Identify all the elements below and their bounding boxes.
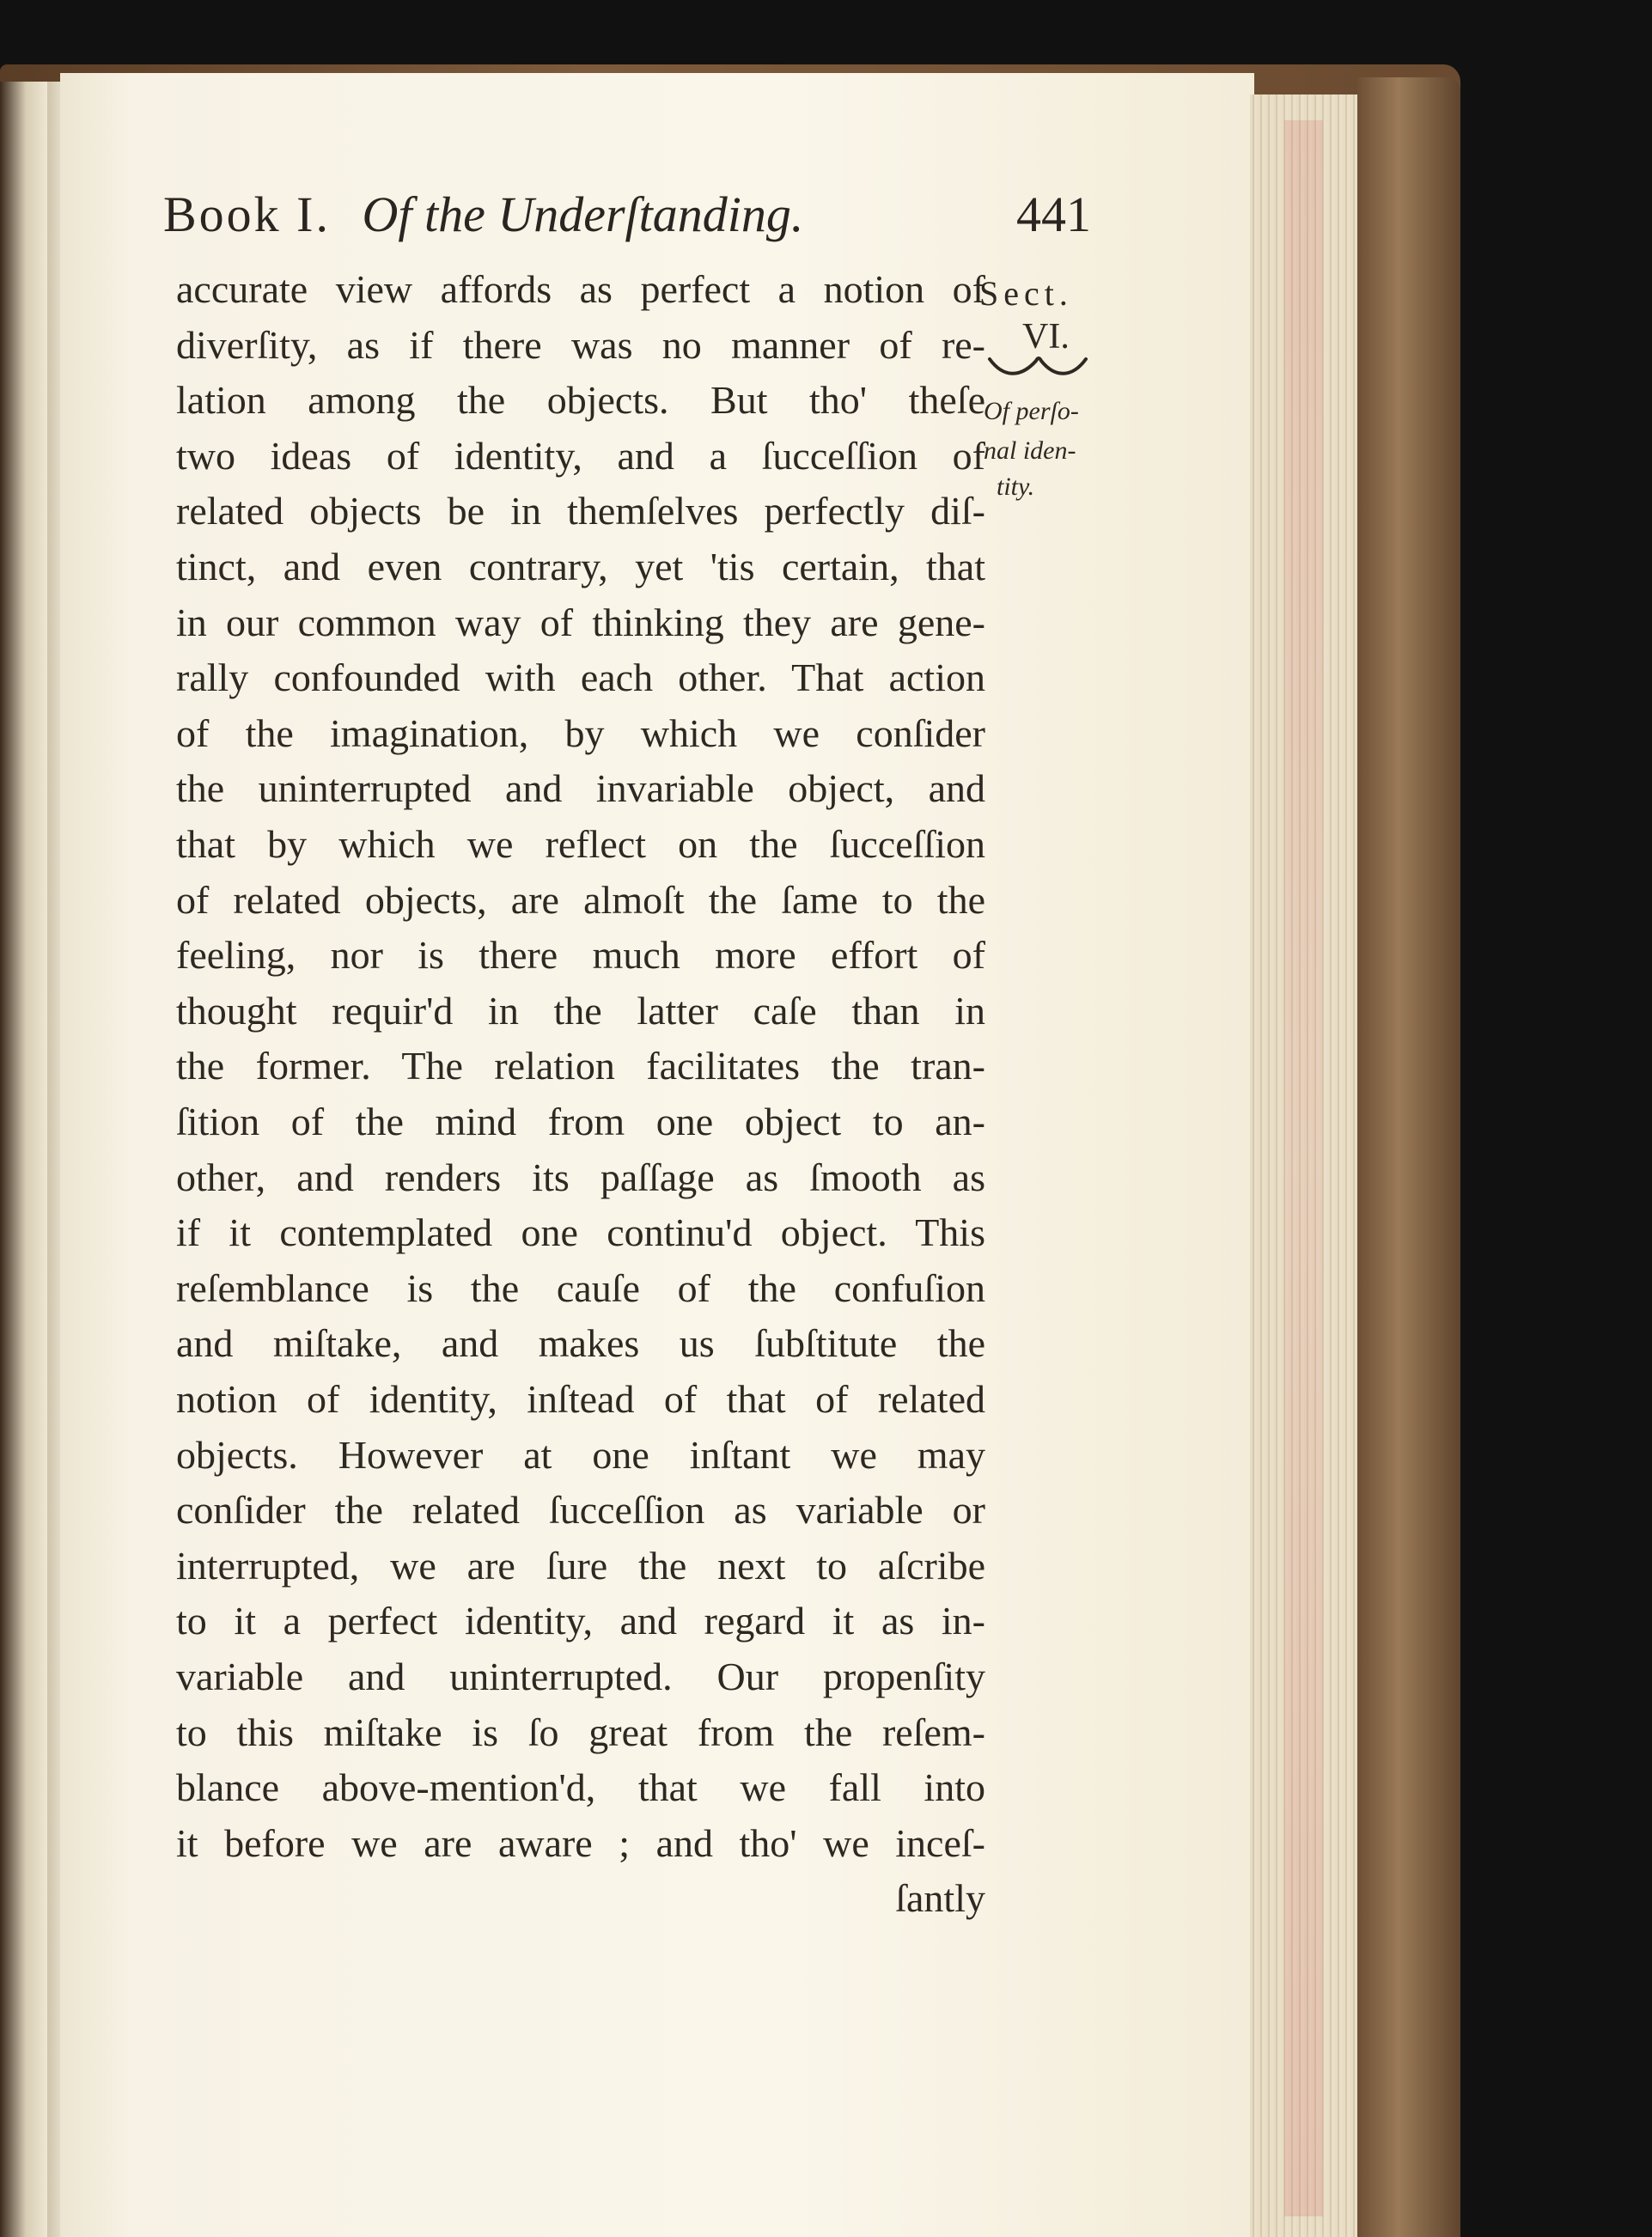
text-line: related objects be in themſelves perfectly diſ- xyxy=(176,489,985,533)
running-title: Of the Underſtanding. xyxy=(362,186,804,242)
text-line: blance above-mention'd, that we fall into xyxy=(176,1765,985,1810)
text-line: and miſtake, and makes us ſubſtitute the xyxy=(176,1321,985,1366)
section-number: VI. xyxy=(1022,317,1070,357)
text-line: to this miſtake is ſo great from the reſem- xyxy=(176,1710,985,1754)
text-line: conſider the related ſucceſſion as variable or xyxy=(176,1488,985,1533)
text-line: feeling, nor is there much more effort of xyxy=(176,933,985,978)
text-line: accurate view affords as perfect a notion of xyxy=(176,267,985,311)
text-line: diverſity, as if there was no manner of re- xyxy=(176,322,985,367)
text-line: of related objects, are almoſt the ſame to the xyxy=(176,877,985,922)
text-line: interrupted, we are ſure the next to aſcribe xyxy=(176,1543,985,1588)
marginal-note-line: tity. xyxy=(997,472,1035,501)
text-line: the former. The relation facilitates the tran- xyxy=(176,1044,985,1088)
text-line: other, and renders its paſſage as ſmooth as xyxy=(176,1155,985,1199)
running-head xyxy=(163,186,1091,243)
text-line: if it contemplated one continu'd object. This xyxy=(176,1210,985,1255)
text-line: objects. However at one inſtant we may xyxy=(176,1432,985,1477)
page-number: 441 xyxy=(1016,186,1091,242)
marginal-note-line: nal iden- xyxy=(984,436,1076,465)
text-line: it before we are aware ; and tho' we inceſ- xyxy=(176,1820,985,1865)
text-line: lation among the objects. But tho' theſe xyxy=(176,378,985,423)
text-line: of the imagination, by which we conſider xyxy=(176,710,985,755)
text-line: two ideas of identity, and a ſucceſſion of xyxy=(176,433,985,478)
section-label: Sect. xyxy=(979,274,1073,313)
facing-page-edge xyxy=(0,82,47,2237)
text-line: rally confounded with each other. That action xyxy=(176,655,985,700)
text-line: variable and uninterrupted. Our propenſity xyxy=(176,1655,985,1698)
text-line: reſemblance is the cauſe of the confuſion xyxy=(176,1265,985,1310)
text-line: in our common way of thinking they are gene- xyxy=(176,600,985,644)
brace-ornament xyxy=(986,352,1089,381)
marginal-note-line: Of perſo- xyxy=(984,397,1079,425)
text-line: tinct, and even contrary, yet 'tis certain, that xyxy=(176,545,985,588)
text-line: that by which we reflect on the ſucceſſion xyxy=(176,822,985,866)
text-line: to it a perfect identity, and regard it as in- xyxy=(176,1599,985,1643)
cover-board-edge xyxy=(1357,77,1460,2237)
red-sprinkled-edge xyxy=(1284,120,1323,2216)
text-line: ſition of the mind from one object to an- xyxy=(176,1100,985,1143)
text-line: notion of identity, inſtead of that of related xyxy=(176,1377,985,1421)
text-line: the uninterrupted and invariable object, and xyxy=(176,766,985,811)
book-label: Book I. xyxy=(163,186,331,242)
text-line: thought requir'd in the latter caſe than in xyxy=(176,988,985,1033)
text-line: ſantly xyxy=(895,1876,985,1921)
